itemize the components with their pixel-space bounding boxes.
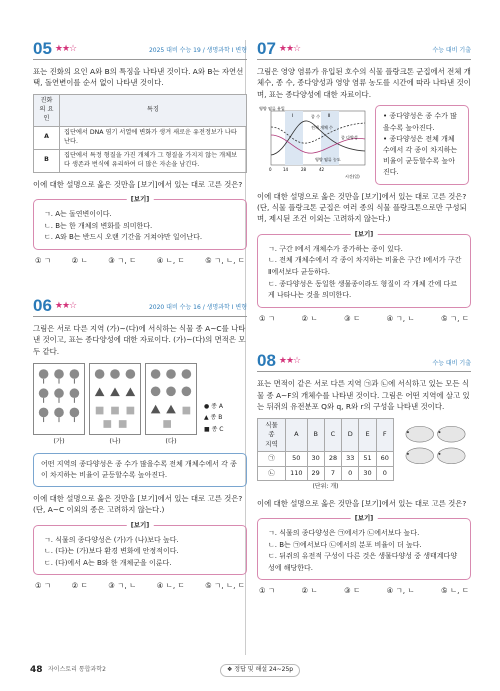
x-tick-label: 28 — [301, 167, 307, 173]
region-da-figure — [145, 363, 197, 435]
table-header: 진화의 요인 — [34, 94, 60, 126]
table-header: D — [342, 418, 359, 451]
table-row — [34, 149, 247, 172]
plankton-figure — [257, 105, 471, 184]
choice-3[interactable]: ③ ㄱ, ㄴ — [108, 581, 137, 591]
question-05 — [33, 40, 247, 267]
graph-label: 전체 개체 수 — [311, 125, 333, 131]
legend-item: ● 종 A — [204, 402, 223, 410]
table-cell: 0 — [342, 466, 359, 480]
difficulty-stars: ★★☆ — [278, 43, 301, 54]
row-text: 집단에서 DNA 염기 서열에 변화가 생겨 새로운 유전정보가 나타난다. — [60, 126, 247, 149]
difficulty-stars: ★★☆ — [278, 356, 301, 367]
info-item: • 종다양성은 전체 개체수에서 각 종이 차지하는 비율이 균등할수록 높아진다. — [383, 134, 458, 177]
question-stem: 표는 면적이 같은 서로 다른 지역 ㉠과 ㉡에 서식하고 있는 모든 식물 종 A~F의 개체수를 나타낸 것이다. 그림은 어떤 지역에 살고 있는 뒤쥐의 유전분포 Q와 q, R와 r의 구성을 나타낸 것이다. — [257, 379, 470, 412]
table-cell: 7 — [324, 466, 341, 480]
interval-1-shade — [285, 111, 303, 165]
choice-2[interactable]: ② ㄷ — [71, 581, 88, 591]
answer-choices — [33, 581, 247, 592]
question-source: 수능 대비 기출 — [432, 359, 471, 367]
bogi-item: ㄴ. B는 ㉠에서보다 ㉡에서의 분포 비율이 더 높다. — [268, 540, 422, 549]
bogi-title: [보기] — [351, 513, 378, 524]
choice-4[interactable]: ④ ㄴ, ㄷ — [156, 255, 185, 265]
question-number: 05 — [33, 39, 52, 58]
bogi-box — [33, 520, 247, 576]
evolution-factor-table — [33, 94, 247, 173]
graph-label: 영양 염류 유입 — [259, 106, 285, 112]
x-tick-label: 14 — [283, 167, 289, 173]
choice-2[interactable]: ② ㄴ — [71, 255, 88, 265]
species-figure — [257, 418, 471, 492]
page-footer — [0, 660, 500, 680]
region-labels — [33, 437, 247, 446]
choice-3[interactable]: ③ ㄷ — [344, 586, 361, 596]
species-diversity-note: 어떤 지역의 종다양성은 종 수가 많을수록 전체 개체수에서 각 종이 차지하는 비율이 균등할수록 높아진다. — [33, 453, 247, 487]
region-na-figure — [89, 363, 141, 435]
choice-4[interactable]: ④ ㄱ, ㄴ — [386, 586, 415, 596]
table-header: 특징 — [60, 94, 247, 126]
table-header: C — [324, 418, 341, 451]
choice-2[interactable]: ② ㄴ — [301, 586, 318, 596]
choice-3[interactable]: ③ ㄷ — [344, 313, 361, 323]
legend-item: ■ 종 C — [204, 425, 224, 433]
question-stem: 표는 진화의 요인 A와 B의 특징을 나타낸 것이다. A와 B는 자연선택, 돌연변이를 순서 없이 나타낸 것이다. — [33, 67, 244, 88]
difficulty-stars: ★★☆ — [54, 300, 77, 311]
choice-5[interactable]: ⑤ ㄱ, ㄴ, ㄷ — [205, 255, 245, 265]
question-06 — [33, 297, 247, 593]
row-label: ㉠ — [258, 452, 286, 466]
choice-2[interactable]: ② ㄴ — [301, 313, 318, 323]
graph-label: 시간(일) — [345, 174, 360, 180]
table-cell: 50 — [286, 452, 307, 466]
question-prompt: 이에 대한 설명으로 옳은 것만을 [보기]에서 있는 대로 고른 것은? — [33, 179, 243, 189]
question-number: 06 — [33, 295, 52, 315]
question-stem: 그림은 영양 염류가 유입된 호수의 식물 플랑크톤 군집에서 전체 개체수, 종 수, 종다양성과 영양 염류 농도를 시간에 따라 나타낸 것이며, 표는 종다양성에 대한 자료이다. — [257, 67, 471, 99]
question-number: 08 — [257, 351, 276, 371]
question-source: 2025 대비 수능 19 / 생명과학 Ⅰ 변형 — [148, 47, 247, 55]
row-label: B — [34, 149, 60, 172]
bogi-item: ㄷ. 뒤쥐의 유전적 구성이 다른 것은 생물다양성 중 생태계다양성에 해당한다. — [268, 552, 458, 572]
graph-label: Ⅱ — [328, 114, 331, 120]
table-cell: 33 — [342, 452, 359, 466]
choice-1[interactable]: ① ㄱ — [259, 313, 276, 323]
table-cell: 60 — [376, 452, 393, 466]
table-row — [258, 466, 394, 480]
question-header — [33, 40, 247, 60]
species-count-table — [257, 418, 394, 481]
bogi-item: ㄱ. A는 돌연변이이다. — [44, 210, 112, 219]
graph-label: 종 다양성 — [341, 135, 358, 141]
row-label: A — [34, 126, 60, 149]
x-tick-label: 0 — [269, 167, 272, 173]
bogi-box — [257, 514, 471, 580]
shrew-illustration — [400, 418, 471, 470]
choice-5[interactable]: ⑤ ㄴ, ㄷ — [441, 586, 469, 596]
bogi-item: ㄴ. B는 한 개체의 변화를 의미한다. — [44, 221, 153, 230]
table-row — [258, 452, 394, 466]
region-label: (가) — [53, 437, 65, 446]
region-label: (나) — [109, 437, 121, 446]
bogi-item: ㄱ. 구간 Ⅰ에서 개체수가 증가하는 종이 있다. — [268, 244, 403, 253]
bogi-item: ㄱ. 식물의 종다양성은 (가)가 (나)보다 높다. — [44, 535, 179, 544]
choice-4[interactable]: ④ ㄴ, ㄷ — [156, 581, 185, 591]
question-header — [33, 297, 247, 317]
table-cell: 110 — [286, 466, 307, 480]
table-header: E — [359, 418, 376, 451]
table-cell: 29 — [307, 466, 324, 480]
question-stem: 그림은 서로 다른 지역 (가)~(다)에 서식하는 식물 종 A~C를 나타낸 것이고, 표는 종다양성에 대한 자료이다. (가)~(다)의 면적은 모두 같다. — [33, 323, 246, 356]
choice-1[interactable]: ① ㄱ — [35, 255, 52, 265]
bogi-title: [보기] — [127, 194, 154, 205]
table-header: B — [307, 418, 324, 451]
table-corner: 식물 종 지역 — [258, 418, 286, 451]
question-07 — [257, 40, 471, 324]
answer-reference[interactable]: ❖ 정답 및 해설 24~25p — [220, 664, 300, 677]
page-number: 48 — [30, 665, 43, 675]
bogi-item: ㄷ. A와 B는 반드시 오랜 기간을 거쳐야만 일어난다. — [44, 233, 203, 242]
question-prompt: 이에 대한 설명으로 옳은 것만을 [보기]에서 있는 대로 고른 것은? (단, 식물 플랑크톤 군집은 여러 종의 식물 플랑크톤으로만 구성되며, 제시된 조건 이외는 고려하지 않는다.) — [257, 191, 467, 224]
book-title: 자이스토리 통합과학2 — [48, 666, 106, 673]
table-cell: 0 — [376, 466, 393, 480]
info-item: • 종다양성은 종 수가 많을수록 높아진다. — [383, 112, 457, 132]
region-ga-figure — [33, 363, 85, 435]
question-source: 2020 대비 수능 16 / 생명과학 Ⅰ 변형 — [148, 303, 247, 311]
bogi-item: ㄴ. (다)는 (가)보다 환경 변화에 안정적이다. — [44, 547, 179, 556]
x-tick-label: 42 — [319, 167, 325, 173]
table-unit: (단위: 개) — [312, 482, 339, 490]
question-08 — [257, 352, 471, 597]
choice-5[interactable]: ⑤ ㄱ, ㄷ — [441, 313, 469, 323]
row-text: 집단에서 특정 형질을 가진 개체가 그 형질을 가지지 않는 개체보다 생존과 번식에 유리하여 더 많은 자손을 남긴다. — [60, 149, 247, 172]
bogi-item: ㄷ. 종다양성은 동일한 생물종이라도 형질이 각 개체 간에 다르게 나타나는 것을 의미한다. — [268, 279, 458, 300]
answer-choices — [257, 314, 471, 325]
region-figures — [33, 363, 247, 435]
question-header — [257, 40, 471, 60]
region-label: (다) — [165, 437, 177, 446]
answer-choices — [257, 586, 471, 597]
question-source: 수능 대비 기출 — [432, 47, 471, 55]
bogi-item: ㄷ. (다)에서 A는 B와 한 개체군을 이룬다. — [44, 558, 172, 567]
choice-5[interactable]: ⑤ ㄱ, ㄴ, ㄷ — [205, 581, 245, 591]
question-header — [257, 352, 471, 372]
question-prompt: 이에 대한 설명으로 옳은 것만을 [보기]에서 있는 대로 고른 것은? — [257, 498, 467, 508]
question-prompt: 이에 대한 설명으로 옳은 것만을 [보기]에서 있는 대로 고른 것은? (단, A~C 이외의 종은 고려하지 않는다.) — [33, 493, 243, 515]
table-cell: 51 — [359, 452, 376, 466]
graph-label: 영양 염류 농도 — [315, 157, 341, 163]
right-column — [257, 40, 471, 597]
table-cell: 30 — [359, 466, 376, 480]
species-legend — [204, 401, 223, 435]
legend-item: ▲ 종 B — [204, 414, 223, 422]
table-row — [34, 126, 247, 149]
choice-3[interactable]: ③ ㄱ, ㄷ — [108, 255, 137, 265]
row-label: ㉡ — [258, 466, 286, 480]
choice-1[interactable]: ① ㄱ — [259, 586, 276, 596]
left-column — [33, 40, 247, 592]
answer-choices — [33, 256, 247, 267]
bogi-title: [보기] — [351, 229, 378, 240]
table-header: A — [286, 418, 307, 451]
plankton-graph — [257, 105, 369, 181]
choice-4[interactable]: ④ ㄱ, ㄴ — [386, 313, 415, 323]
table-cell: 28 — [324, 452, 341, 466]
bogi-title: [보기] — [127, 520, 154, 531]
diversity-info-box — [375, 105, 469, 184]
bogi-item: ㄱ. 식물의 종다양성은 ㉠에서가 ㉡에서보다 높다. — [268, 529, 420, 538]
bogi-item: ㄴ. 전체 개체수에서 각 종이 차지하는 비율은 구간 Ⅰ에서가 구간 Ⅱ에서보다 균등하다. — [268, 256, 462, 277]
choice-1[interactable]: ① ㄱ — [35, 581, 52, 591]
table-cell: 30 — [307, 452, 324, 466]
difficulty-stars: ★★☆ — [54, 43, 77, 54]
bogi-box — [33, 195, 247, 250]
bogi-box — [257, 229, 471, 308]
graph-label: 종 수 — [311, 114, 320, 120]
graph-label: Ⅰ — [292, 114, 294, 120]
question-number: 07 — [257, 39, 276, 58]
table-header: F — [376, 418, 393, 451]
